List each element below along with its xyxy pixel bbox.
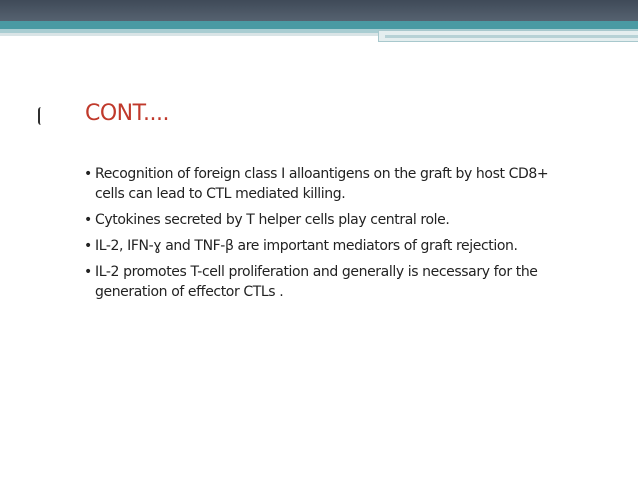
bullet-item (84, 210, 554, 230)
bullet-dot: • (84, 166, 92, 182)
slide-title: CONT.... (85, 101, 169, 126)
bullet-list (84, 164, 554, 308)
bullet-text: Cytokines secreted by T helper cells play central role. (95, 212, 450, 228)
header-teal-band (0, 21, 638, 29)
header-right-box (378, 30, 638, 42)
header-right-box-stripe (385, 35, 638, 38)
bullet-dot: • (84, 238, 92, 254)
bullet-dot: • (84, 212, 92, 228)
title-marker (38, 107, 45, 125)
bullet-item (84, 262, 554, 302)
bullet-text: Recognition of foreign class I alloantigens on the graft by host CD8+ cells can lead to CTL mediated killing. (95, 166, 549, 202)
bullet-item (84, 236, 554, 256)
bullet-text: IL-2, IFN-ɣ and TNF-β are important mediators of graft rejection. (95, 238, 518, 254)
header-dark-bar (0, 0, 638, 21)
bullet-item (84, 164, 554, 204)
bullet-text: IL-2 promotes T-cell proliferation and generally is necessary for the generation of effector CTLs . (95, 264, 538, 300)
bullet-dot: • (84, 264, 92, 280)
